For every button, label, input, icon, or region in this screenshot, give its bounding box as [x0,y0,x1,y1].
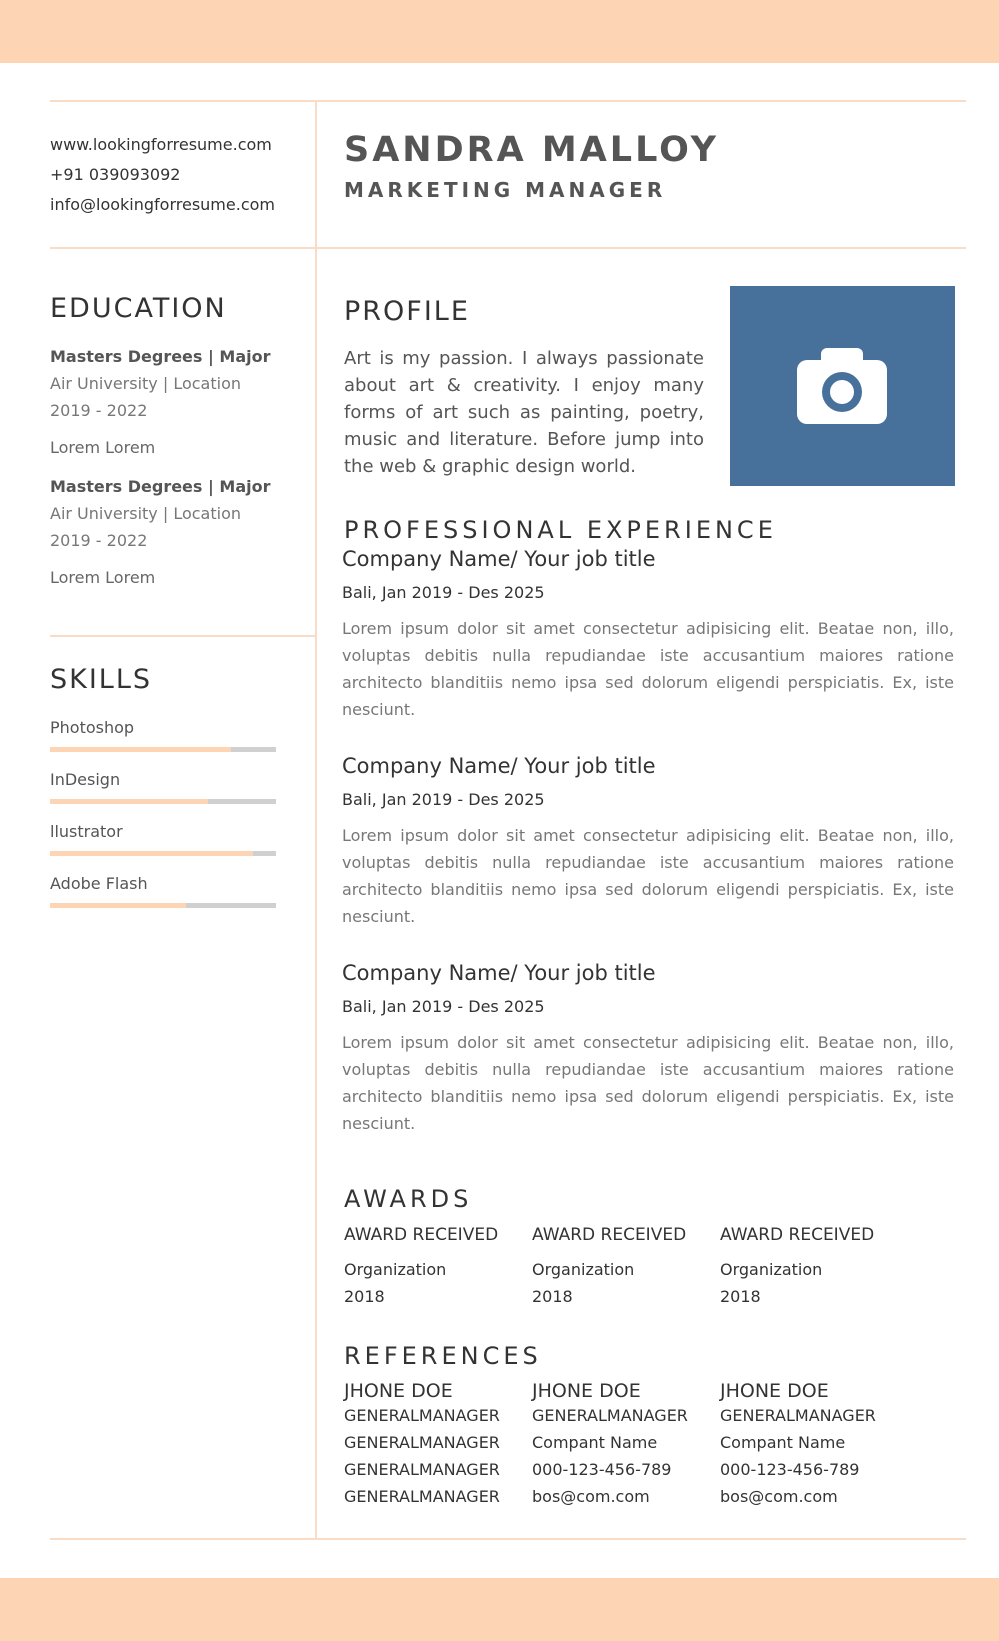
award-title: AWARD RECEIVED [720,1225,875,1245]
phone-number: +91 039093092 [50,165,181,184]
column-divider [315,101,317,1540]
top-band [0,0,999,63]
job-description: Lorem ipsum dolor sit amet consectetur adipisicing elit. Beatae non, illo, voluptas debitis nulla repudiandae iste accusantium maiores ratione architecto blanditiis nemo ipsa sed dolorum eligendi perspiciatis. Ex, iste nesciunt. [342,826,954,926]
years: 2019 - 2022 [50,531,148,550]
job-title: Company Name/ Your job title [342,754,656,778]
skill-bar-fill [50,747,231,752]
job-dates: Bali, Jan 2019 - Des 2025 [342,997,545,1016]
references-title: REFERENCES [344,1342,542,1370]
skill-label: llustrator [50,822,123,841]
job-dates: Bali, Jan 2019 - Des 2025 [342,583,545,602]
skill-bar-fill [50,799,208,804]
award-item [720,1225,908,1310]
job-item [342,754,954,930]
reference-email[interactable]: bos@com.com [532,1487,650,1506]
contact-block [50,130,275,220]
award-item [344,1225,532,1310]
header-divider [50,247,966,249]
profile-title: PROFILE [344,296,470,327]
skill-label: Adobe Flash [50,874,148,893]
reference-phone: 000-123-456-789 [720,1460,860,1479]
camera-icon [797,348,887,424]
job-description: Lorem ipsum dolor sit amet consectetur adipisicing elit. Beatae non, illo, voluptas debitis nulla repudiandae iste accusantium maiores ratione architecto blanditiis nemo ipsa sed dolorum eligendi perspiciatis. Ex, iste nesciunt. [342,619,954,719]
reference-email[interactable]: bos@com.com [720,1487,838,1506]
reference-phone: 000-123-456-789 [532,1460,672,1479]
education-title: EDUCATION [50,293,227,324]
job-title: Company Name/ Your job title [342,961,656,985]
skill-item [50,770,276,804]
reference-item [532,1380,720,1510]
reference-line: GENERALMANAGER [720,1406,876,1425]
award-organization: Organization [532,1260,635,1279]
award-organization: Organization [720,1260,823,1279]
awards-title: AWARDS [344,1185,473,1213]
reference-line: Compant Name [720,1433,846,1452]
award-year: 2018 [720,1287,761,1306]
award-year: 2018 [344,1287,385,1306]
job-item [342,547,954,723]
award-title: AWARD RECEIVED [344,1225,499,1245]
award-year: 2018 [532,1287,573,1306]
sidebar-divider [50,635,315,637]
reference-line: GENERALMANAGER [344,1487,500,1506]
reference-name: JHONE DOE [720,1380,829,1402]
award-title: AWARD RECEIVED [532,1225,687,1245]
education-note: Lorem Lorem [50,568,156,587]
profile-photo-placeholder[interactable] [730,286,955,486]
reference-line: GENERALMANAGER [532,1406,688,1425]
skill-item [50,874,276,908]
skill-bar-fill [50,903,186,908]
skill-label: Photoshop [50,718,135,737]
education-item [50,473,271,591]
candidate-role: MARKETING MANAGER [344,178,667,202]
reference-name: JHONE DOE [344,1380,453,1402]
job-description: Lorem ipsum dolor sit amet consectetur adipisicing elit. Beatae non, illo, voluptas debitis nulla repudiandae iste accusantium maiores ratione architecto blanditiis nemo ipsa sed dolorum eligendi perspiciatis. Ex, iste nesciunt. [342,1033,954,1133]
bottom-divider [50,1538,966,1540]
skill-bar [50,903,276,908]
award-organization: Organization [344,1260,447,1279]
skill-item [50,718,276,752]
job-item [342,961,954,1137]
website-link[interactable]: www.lookingforresume.com [50,135,272,154]
degree: Masters Degrees | Major [50,477,271,496]
skill-bar [50,747,276,752]
reference-line: GENERALMANAGER [344,1460,500,1479]
reference-item [720,1380,908,1510]
email-link[interactable]: info@lookingforresume.com [50,195,275,214]
award-item [532,1225,720,1310]
education-note: Lorem Lorem [50,438,156,457]
years: 2019 - 2022 [50,401,148,420]
school: Air University | Location [50,504,241,523]
skill-bar [50,799,276,804]
reference-line: GENERALMANAGER [344,1433,500,1452]
degree: Masters Degrees | Major [50,347,271,366]
skill-label: InDesign [50,770,121,789]
reference-line: Compant Name [532,1433,658,1452]
bottom-band [0,1578,999,1641]
reference-item [344,1380,532,1510]
education-item [50,343,271,461]
top-divider [50,100,966,102]
skill-bar-fill [50,851,253,856]
school: Air University | Location [50,374,241,393]
job-title: Company Name/ Your job title [342,547,656,571]
profile-text: Art is my passion. I always passionate about art & creativity. I enjoy many forms of art such as painting, poetry, music and literature. Before jump into the web & graphic design world. [344,348,704,477]
experience-title: PROFESSIONAL EXPERIENCE [344,516,777,544]
skill-bar [50,851,276,856]
job-dates: Bali, Jan 2019 - Des 2025 [342,790,545,809]
reference-name: JHONE DOE [532,1380,641,1402]
skills-title: SKILLS [50,664,153,695]
candidate-name: SANDRA MALLOY [344,130,719,170]
skill-item [50,822,276,856]
reference-line: GENERALMANAGER [344,1406,500,1425]
